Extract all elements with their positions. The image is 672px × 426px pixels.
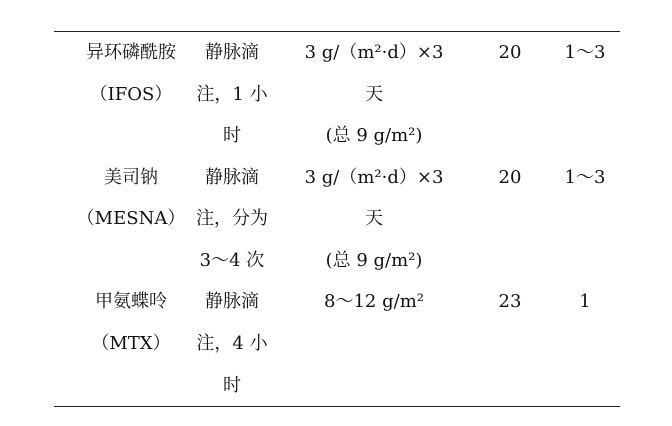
cycle-value: 1 [579, 291, 591, 312]
dose-line: (总 9 g/m²) [325, 125, 423, 146]
dose-line: 8～12 g/m² [324, 291, 424, 312]
table-top-rule [54, 31, 620, 32]
dose-line: (总 9 g/m²) [325, 250, 423, 271]
dose-line: 3 g/（m²·d）×3 [304, 167, 444, 188]
route-line: 3～4 次 [199, 250, 265, 271]
dose-line: 天 [365, 208, 383, 229]
cycle-value: 1～3 [564, 167, 606, 188]
route-line: 时 [223, 125, 241, 146]
drug-abbreviation: （MESNA） [76, 208, 186, 229]
route-line: 静脉滴 [205, 291, 259, 312]
route-line: 静脉滴 [205, 167, 259, 188]
drug-name: 异环磷酰胺 [86, 42, 176, 63]
drug-name: 美司钠 [104, 167, 158, 188]
route-line: 注，4 小 [196, 333, 268, 354]
route-line: 时 [223, 375, 241, 396]
cycle-value: 1～3 [564, 42, 606, 63]
route-line: 静脉滴 [205, 42, 259, 63]
day-value: 20 [498, 42, 522, 63]
drug-abbreviation: （IFOS） [89, 84, 173, 105]
day-value: 20 [498, 167, 522, 188]
day-value: 23 [498, 291, 522, 312]
drug-name: 甲氨蝶呤 [95, 291, 167, 312]
route-line: 注，分为 [196, 208, 268, 229]
table-bottom-rule [54, 406, 620, 407]
dose-line: 天 [365, 84, 383, 105]
route-line: 注，1 小 [196, 84, 268, 105]
drug-abbreviation: （MTX） [91, 333, 171, 354]
dose-line: 3 g/（m²·d）×3 [304, 42, 444, 63]
